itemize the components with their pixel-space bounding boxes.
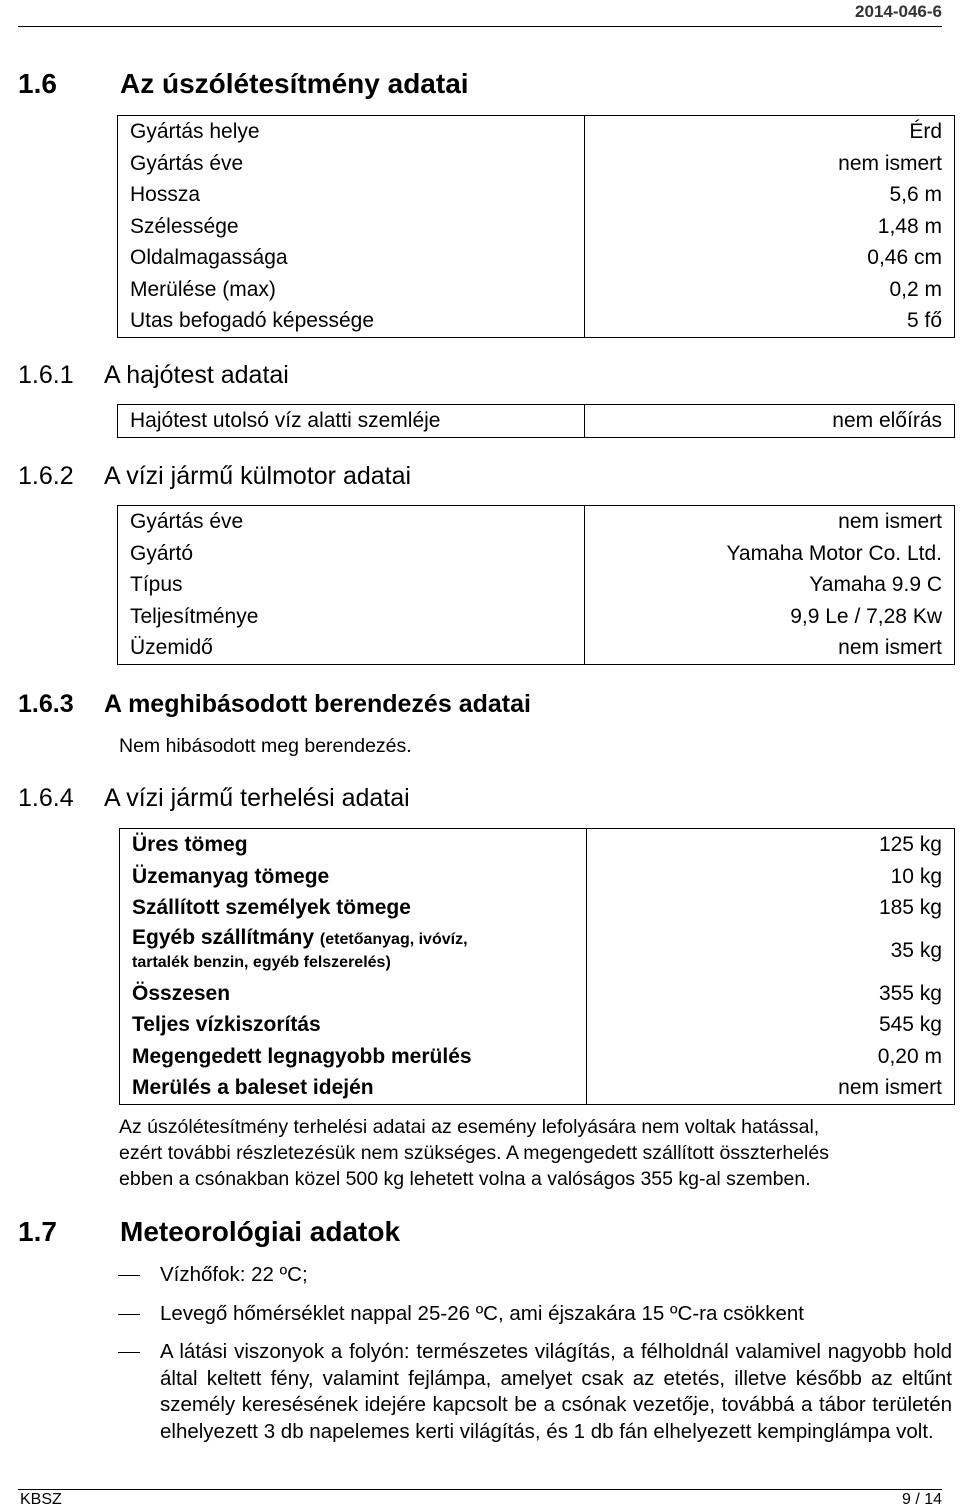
malfunction-note: Nem hibásodott meg berendezés. <box>119 735 412 757</box>
value: nem ismert <box>838 510 942 533</box>
outboard-motor-table <box>117 505 955 665</box>
hull-data-table <box>117 404 955 438</box>
list-item-text: A látási viszonyok a folyón: természetes világítás, a félholdnál valamivel nagyobb hold által keltett fény, valamint fejlámpa, amelyet csak az etetés, illetve később az eltűnt személy keresésének idejére kapcsolt be a csónak vezetője, továbbá a tábor területén elhelyezett 3 db napelemes kerti világítás, és 1 db fán elhelyezett kempinglámpa volt. <box>160 1340 952 1443</box>
value-column <box>585 116 955 338</box>
dash-bullet-icon <box>118 1314 140 1315</box>
section-title: Az úszólétesítmény adatai <box>120 68 469 99</box>
list-item <box>100 1262 952 1289</box>
value: 10 kg <box>890 864 942 888</box>
list-item <box>100 1301 952 1328</box>
section-1-7-heading <box>18 1216 400 1248</box>
section-number: 1.6.3 <box>18 690 74 718</box>
section-1-6-1-heading <box>18 361 289 390</box>
value: nem ismert <box>838 1076 942 1099</box>
header-rule <box>18 26 942 27</box>
value-column <box>585 506 955 665</box>
label: Merülése (max) <box>130 277 276 301</box>
label: Gyártás éve <box>130 151 244 175</box>
section-1-6-heading <box>18 68 469 100</box>
value: 125 kg <box>878 833 942 856</box>
value: 185 kg <box>878 896 942 919</box>
label: Gyártó <box>130 541 194 565</box>
load-paragraph <box>119 1114 829 1192</box>
value: 0,46 cm <box>867 246 942 269</box>
label: Hossza <box>130 183 201 206</box>
section-title: A vízi jármű külmotor adatai <box>104 462 412 490</box>
paragraph-line: ezért további részletezésük nem szükséges. A megengedett szállított összterhelés <box>119 1142 829 1164</box>
value: nem ismert <box>838 151 942 175</box>
other-cargo-label <box>132 924 574 978</box>
label: Teljesítménye <box>130 604 259 628</box>
label: Üzemidő <box>130 636 213 659</box>
value-column <box>587 829 955 1105</box>
paragraph-line: ebben a csónakban közel 500 kg lehetett volna a valóságos 355 kg-al szemben. <box>119 1168 811 1190</box>
section-number: 1.7 <box>18 1216 57 1247</box>
label: Teljes vízkiszorítás <box>132 1013 321 1036</box>
label-note: tartalék benzin, egyéb felszerelés) <box>132 953 391 971</box>
paragraph-line: Az úszólétesítmény terhelési adatai az esemény lefolyására nem voltak hatással, <box>119 1116 820 1138</box>
list-item-text: Levegő hőmérséklet nappal 25-26 ºC, ami éjszakára 15 ºC-ra csökkent <box>160 1301 804 1325</box>
document-id: 2014-046-6 <box>855 2 942 21</box>
page-number: 9 / 14 <box>901 1491 942 1508</box>
label: Gyártás éve <box>130 510 244 533</box>
value: 0,20 m <box>877 1044 942 1068</box>
label: Szállított személyek tömege <box>132 896 411 919</box>
dash-bullet-icon <box>118 1275 140 1276</box>
footer-rule <box>18 1489 942 1490</box>
value-column <box>585 405 955 438</box>
label: Üres tömeg <box>132 833 248 856</box>
section-title: A vízi jármű terhelési adatai <box>104 784 410 812</box>
section-number: 1.6.1 <box>18 361 74 389</box>
label: Egyéb szállítmány <box>132 925 315 949</box>
label-column <box>118 116 585 338</box>
value: nem ismert <box>838 636 942 659</box>
value: 9,9 Le / 7,28 Kw <box>790 604 942 628</box>
value: nem előírás <box>832 409 942 432</box>
section-title: Meteorológiai adatok <box>120 1216 401 1247</box>
label: Szélessége <box>130 214 239 238</box>
value: Yamaha Motor Co. Ltd. <box>726 541 942 565</box>
label: Gyártás helye <box>130 120 260 143</box>
label-column <box>118 506 585 665</box>
label: Típus <box>130 573 183 596</box>
label: Megengedett legnagyobb merülés <box>132 1044 472 1068</box>
label: Összesen <box>132 981 231 1005</box>
section-1-6-4-heading <box>18 784 410 813</box>
section-number: 1.6.4 <box>18 784 74 812</box>
value: 5 fő <box>906 309 942 332</box>
label-column <box>118 405 585 438</box>
label: Merülés a baleset idején <box>132 1076 374 1099</box>
list-item <box>100 1339 952 1445</box>
label-column <box>120 829 587 1105</box>
value: 5,6 m <box>889 183 942 206</box>
weather-list <box>100 1262 952 1457</box>
footer-org: KBSZ <box>20 1491 62 1508</box>
label: Oldalmagassága <box>130 246 288 269</box>
section-title: A hajótest adatai <box>104 361 289 389</box>
section-title: A meghibásodott berendezés adatai <box>104 690 531 718</box>
label: Hajótest utolsó víz alatti szemléje <box>130 409 441 432</box>
value: 545 kg <box>878 1013 942 1036</box>
label: Utas befogadó képessége <box>130 309 375 332</box>
value: 355 kg <box>878 981 942 1005</box>
value: Érd <box>909 120 942 143</box>
value: 0,2 m <box>889 277 942 301</box>
section-number: 1.6.2 <box>18 462 74 490</box>
section-1-6-2-heading <box>18 462 411 491</box>
section-number: 1.6 <box>18 68 57 99</box>
section-1-6-3-heading <box>18 690 531 719</box>
vessel-data-table <box>117 115 955 338</box>
label-note: (etetőanyag, ivóvíz, <box>319 930 468 948</box>
load-data-table <box>119 828 955 1105</box>
dash-bullet-icon <box>118 1352 140 1353</box>
value: Yamaha 9.9 C <box>809 573 942 596</box>
value: 1,48 m <box>877 214 942 238</box>
value: 35 kg <box>890 938 942 962</box>
list-item-text: Vízhőfok: 22 ºC; <box>160 1263 308 1286</box>
label: Üzemanyag tömege <box>132 864 330 888</box>
